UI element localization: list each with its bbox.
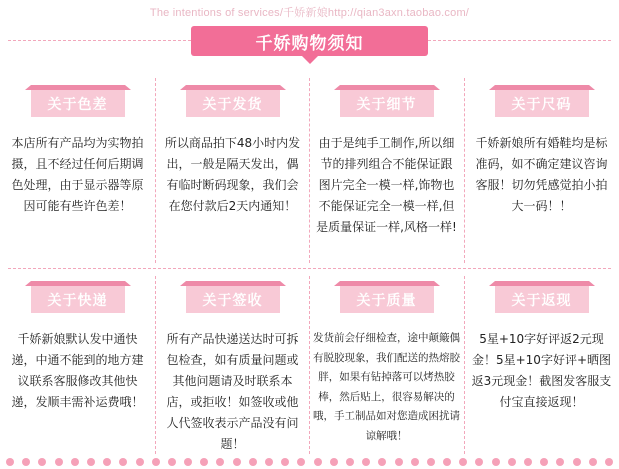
card-label-text: 关于尺码 <box>511 96 572 113</box>
border-dot <box>443 458 451 466</box>
card-text: 所以商品拍下48小时内发出，一般是隔天发出，偶有临时断码现象，我们会在您付款后2天内通知！ <box>164 136 301 213</box>
card-color-difference <box>0 90 155 217</box>
border-dot <box>427 458 435 466</box>
border-dot <box>297 458 305 466</box>
watermark: The intentions of services/千娇新娘http://qian3axn.taobao.com/ <box>149 7 470 19</box>
border-dot <box>6 458 14 466</box>
border-dot <box>540 458 548 466</box>
card-text: 所有产品快递送达时可拆包检查，如有质量问题或其他问题请及时联系本店，或拒收！如签收或他人代签收表示产品没有问题！ <box>166 332 299 451</box>
border-dot <box>22 458 30 466</box>
border-dot <box>152 458 160 466</box>
card-signing <box>155 286 310 455</box>
border-dot <box>362 458 370 466</box>
card-label-text: 关于色差 <box>47 96 108 113</box>
card-details <box>309 90 464 238</box>
border-dot <box>314 458 322 466</box>
dotted-border <box>0 455 619 469</box>
border-dot <box>136 458 144 466</box>
card-label-text: 关于快递 <box>47 292 108 309</box>
card-label-text: 关于签收 <box>202 292 263 309</box>
card-label <box>495 286 589 313</box>
border-dot <box>411 458 419 466</box>
card-express <box>0 286 155 413</box>
border-dot <box>168 458 176 466</box>
border-dot <box>330 458 338 466</box>
border-dot <box>200 458 208 466</box>
card-label <box>340 90 434 117</box>
card-text: 千娇新娘默认发中通快递，中通不能到的地方建议联系客服修改其他快递，发顺丰需补运费哦！ <box>11 332 144 409</box>
border-dot <box>524 458 532 466</box>
card-text: 本店所有产品均为实物拍摄，且不经过任何后期调色处理，由于显示器等原因可能有些许色差！ <box>11 136 144 213</box>
border-dot <box>249 458 257 466</box>
card-label <box>186 286 280 313</box>
border-dot <box>265 458 273 466</box>
card-label <box>186 90 280 117</box>
card-text: 千娇新娘所有婚鞋均是标准码，如不确定建议咨询客服！切勿凭感觉拍小拍大一码！！ <box>475 136 608 213</box>
border-dot <box>492 458 500 466</box>
card-label <box>31 90 125 117</box>
card-label-text: 关于返现 <box>511 292 572 309</box>
page-title: 千娇购物须知 <box>255 33 364 54</box>
card-label <box>495 90 589 117</box>
border-dot <box>233 458 241 466</box>
card-text: 由于是纯手工制作,所以细节的排列组合不能保证跟图片完全一模一样,饰物也不能保证完全一模一样,但是质量保证一样,风格一样! <box>316 136 457 234</box>
border-dot <box>573 458 581 466</box>
border-dot <box>508 458 516 466</box>
card-text: 5星+10字好评返2元现金！5星+10字好评+晒图返3元现金！截图发客服支付宝直接返现！ <box>471 332 612 409</box>
border-dot <box>346 458 354 466</box>
card-cashback <box>464 286 619 413</box>
border-dot <box>216 458 224 466</box>
border-dot <box>589 458 597 466</box>
border-dot <box>71 458 79 466</box>
card-label-text: 关于质量 <box>356 292 417 309</box>
border-dot <box>605 458 613 466</box>
card-quality <box>309 286 464 446</box>
border-dot <box>281 458 289 466</box>
card-label <box>340 286 434 313</box>
border-dot <box>38 458 46 466</box>
divider-h <box>8 268 611 269</box>
border-dot <box>378 458 386 466</box>
border-dot <box>87 458 95 466</box>
border-dot <box>184 458 192 466</box>
card-label-text: 关于细节 <box>356 96 417 113</box>
border-dot <box>103 458 111 466</box>
border-dot <box>556 458 564 466</box>
border-dot <box>395 458 403 466</box>
card-size <box>464 90 619 217</box>
card-label <box>31 286 125 313</box>
card-text: 发货前会仔细检查，途中颠簸偶有脱胶现象，我们配送的热熔胶胖，如果有钻掉落可以烤热胶棒，然后贴上，很容易解决的哦，手工制品如对您造成困扰请谅解哦！ <box>313 332 460 442</box>
card-shipping <box>155 90 310 217</box>
border-dot <box>459 458 467 466</box>
border-dot <box>55 458 63 466</box>
border-dot <box>119 458 127 466</box>
card-label-text: 关于发货 <box>202 96 263 113</box>
border-dot <box>475 458 483 466</box>
